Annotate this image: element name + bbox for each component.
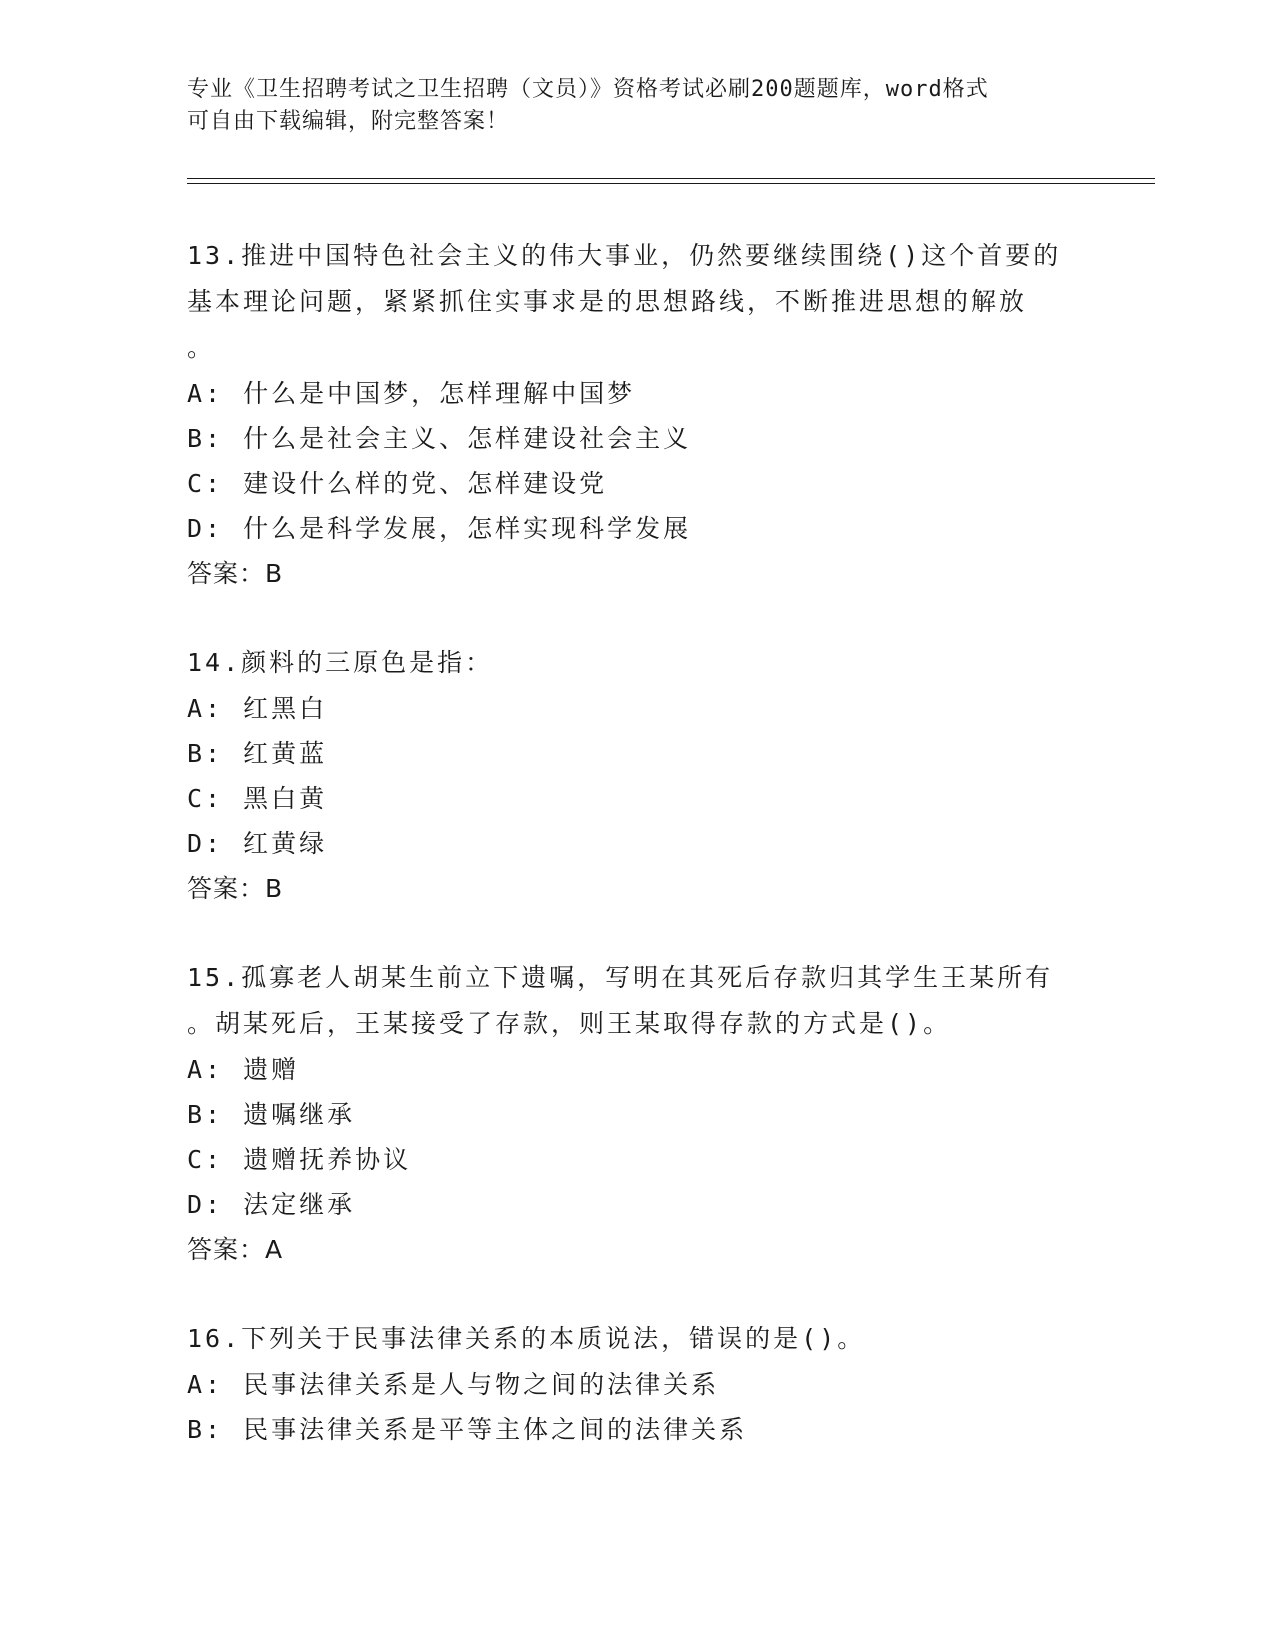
option-letter: A:	[187, 379, 224, 408]
question-stem-line: 16.下列关于民事法律关系的本质说法，错误的是()。	[187, 1324, 866, 1353]
option-letter: D:	[187, 829, 224, 858]
option-text: 民事法律关系是平等主体之间的法律关系	[243, 1415, 748, 1444]
option-text: 建设什么样的党、怎样建设党	[243, 469, 608, 498]
option-c	[187, 461, 1087, 506]
option-letter: D:	[187, 514, 224, 543]
option-a	[187, 371, 1087, 416]
option-text: 法定继承	[243, 1190, 356, 1219]
question-stem-line: 基本理论问题，紧紧抓住实事求是的思想路线，不断推进思想的解放	[187, 287, 1028, 316]
question-stem-line: 。	[187, 333, 216, 362]
option-text: 遗赠抚养协议	[243, 1145, 412, 1174]
document-header	[187, 74, 1087, 138]
option-letter: A:	[187, 694, 224, 723]
option-letter: A:	[187, 1055, 224, 1084]
option-text: 红黑白	[243, 694, 328, 723]
option-letter: B:	[187, 1415, 224, 1444]
question-stem-line: 14.颜料的三原色是指：	[187, 648, 494, 677]
option-b	[187, 416, 1087, 461]
option-c	[187, 776, 1087, 821]
option-text: 什么是科学发展，怎样实现科学发展	[243, 514, 692, 543]
option-a	[187, 1047, 1087, 1092]
option-text: 黑白黄	[243, 784, 328, 813]
option-c	[187, 1137, 1087, 1182]
option-letter: B:	[187, 424, 224, 453]
header-divider-top	[187, 178, 1155, 179]
option-letter: B:	[187, 739, 224, 768]
option-letter: D:	[187, 1190, 224, 1219]
question-15	[187, 955, 1087, 1272]
option-letter: B:	[187, 1100, 224, 1129]
question-13	[187, 233, 1087, 596]
option-letter: C:	[187, 1145, 224, 1174]
answer-line: 答案：B	[187, 559, 284, 588]
option-text: 民事法律关系是人与物之间的法律关系	[243, 1370, 720, 1399]
option-text: 红黄蓝	[243, 739, 328, 768]
question-stem-line: 13.推进中国特色社会主义的伟大事业，仍然要继续围绕()这个首要的	[187, 241, 1062, 270]
option-b	[187, 1092, 1087, 1137]
option-d	[187, 506, 1087, 551]
option-text: 什么是中国梦，怎样理解中国梦	[243, 379, 636, 408]
option-text: 遗嘱继承	[243, 1100, 356, 1129]
header-title-line-2: 可自由下载编辑，附完整答案！	[187, 109, 510, 134]
question-list	[187, 233, 1087, 1496]
option-text: 红黄绿	[243, 829, 328, 858]
option-a	[187, 1362, 1087, 1407]
option-b	[187, 731, 1087, 776]
option-b	[187, 1407, 1087, 1452]
option-d	[187, 821, 1087, 866]
question-16	[187, 1316, 1087, 1452]
header-divider-bottom	[187, 183, 1155, 184]
header-title-line-1: 专业《卫生招聘考试之卫生招聘（文员）》资格考试必刷200题题库，word格式	[187, 77, 989, 102]
option-text: 什么是社会主义、怎样建设社会主义	[243, 424, 692, 453]
question-stem-line: 。胡某死后，王某接受了存款，则王某取得存款的方式是()。	[187, 1009, 952, 1038]
answer-line: 答案：B	[187, 874, 284, 903]
question-14	[187, 640, 1087, 911]
option-a	[187, 686, 1087, 731]
option-letter: C:	[187, 784, 224, 813]
question-stem-line: 15.孤寡老人胡某生前立下遗嘱，写明在其死后存款归其学生王某所有	[187, 963, 1054, 992]
option-d	[187, 1182, 1087, 1227]
answer-line: 答案：A	[187, 1235, 284, 1264]
option-text: 遗赠	[243, 1055, 300, 1084]
option-letter: C:	[187, 469, 224, 498]
option-letter: A:	[187, 1370, 224, 1399]
